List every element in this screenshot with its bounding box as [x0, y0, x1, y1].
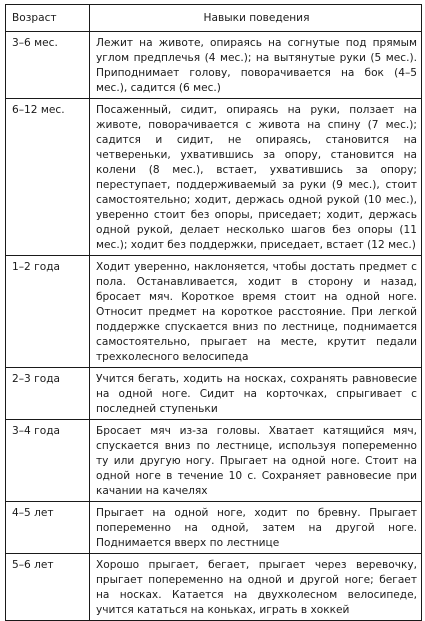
- age-cell: 3–6 мес.: [6, 32, 90, 99]
- table-row: [6, 420, 422, 502]
- table-row: [6, 256, 422, 368]
- skills-cell: Лежит на животе, опираясь на согнутые под прямым углом предплечья (4 мес.); на вытянутые руки (5 мес.). Приподнимает голову, поворачивается на бок (4–5 мес.), садится (6 мес.): [90, 32, 422, 99]
- table-header-row: [6, 5, 422, 32]
- age-column-header: Возраст: [6, 5, 90, 32]
- table-row: [6, 554, 422, 621]
- skills-cell: Прыгает на одной ноге, ходит по бревну. Прыгает попеременно на одной, затем на другой ноге. Поднимается вверх по лестнице: [90, 502, 422, 554]
- skills-table: [5, 4, 422, 621]
- age-cell: 6–12 мес.: [6, 99, 90, 256]
- age-cell: 3–4 года: [6, 420, 90, 502]
- table-row: [6, 502, 422, 554]
- age-cell: 5–6 лет: [6, 554, 90, 621]
- skills-cell: Хорошо прыгает, бегает, прыгает через веревочку, прыгает попеременно на одной и другой ноге; бегает на носках. Катается на двухколесном велосипеде, учится кататься на коньках, играть в хоккей: [90, 554, 422, 621]
- table-row: [6, 32, 422, 99]
- age-cell: 2–3 года: [6, 368, 90, 420]
- table-row: [6, 99, 422, 256]
- skills-column-header: Навыки поведения: [90, 5, 422, 32]
- table-row: [6, 368, 422, 420]
- skills-cell: Ходит уверенно, наклоняется, чтобы достать предмет с пола. Останавливается, ходит в сторону и назад, бросает мяч. Короткое время стоит на одной ноге. Относит предмет на короткое расстояние. При легкой поддержке спускается вниз по лестнице, поднимается самостоятельно, прыгает на месте, крутит педали трехколесного велосипеда: [90, 256, 422, 368]
- skills-cell: Посаженный, сидит, опираясь на руки, ползает на животе, поворачивается с живота на спину (7 мес.); садится и сидит, не опираясь, становится на четвереньки, ухватившись за опору, становится на колени (8 мес.), встает, ухватившись за опору; переступает, поддерживаемый за руки (9 мес.), стоит самостоятельно; ходит, держась одной рукой (10 мес.), уверенно стоит без опоры, приседает; ходит, держась одной рукой, делает несколько шагов без опоры (11 мес.); ходит без поддержки, приседает, встает (12 мес.): [90, 99, 422, 256]
- skills-cell: Учится бегать, ходить на носках, сохранять равновесие на одной ноге. Сидит на корточках, спрыгивает с последней ступеньки: [90, 368, 422, 420]
- skills-cell: Бросает мяч из-за головы. Хватает катящийся мяч, спускается вниз по лестнице, используя попеременно ту или другую ногу. Прыгает на одной ноге. Стоит на одной ноге в течение 10 с. Сохраняет равновесие при качании на качелях: [90, 420, 422, 502]
- age-cell: 4–5 лет: [6, 502, 90, 554]
- age-cell: 1–2 года: [6, 256, 90, 368]
